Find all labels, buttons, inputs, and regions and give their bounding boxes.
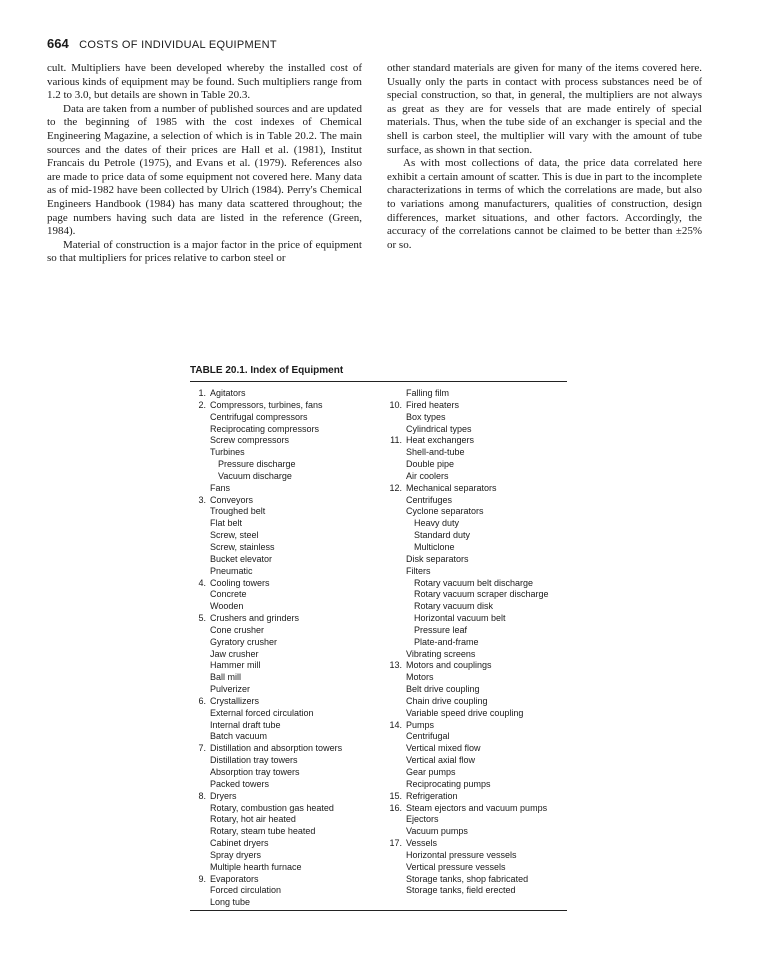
table-row <box>386 767 576 779</box>
table-row <box>190 862 380 874</box>
item-text: Gear pumps <box>406 767 456 777</box>
table-row <box>190 743 380 755</box>
table-row <box>386 885 576 897</box>
table-row <box>190 554 380 566</box>
item-text: Steam ejectors and vacuum pumps <box>406 802 548 813</box>
paragraph: Material of construction is a major factor in the price of equipment so that multipliers for prices relative to carbon steel or <box>47 238 362 265</box>
page-header <box>47 35 277 53</box>
item-text: Vertical axial flow <box>406 755 476 766</box>
item-text: Dryers <box>210 790 237 801</box>
item-text: Cooling towers <box>210 577 270 588</box>
item-number: 11. <box>390 435 402 446</box>
table-row <box>386 708 576 720</box>
item-text: Horizontal pressure vessels <box>406 849 517 860</box>
item-text: Wooden <box>210 601 244 612</box>
table-row <box>190 566 380 578</box>
table-row <box>386 554 576 566</box>
item-text: Fired heaters <box>406 399 460 410</box>
table-row <box>386 625 576 637</box>
table-row <box>386 412 576 424</box>
table-row <box>190 625 380 637</box>
item-text: Conveyors <box>210 494 254 505</box>
item-number: 13. <box>389 660 402 671</box>
table-row <box>190 495 380 507</box>
item-text: Rotary, hot air heated <box>210 814 296 825</box>
item-text: Air coolers <box>406 470 449 481</box>
table-row <box>190 684 380 696</box>
item-text: Absorption tray towers <box>210 767 300 777</box>
item-text: Falling film <box>406 388 450 398</box>
table-row <box>386 814 576 826</box>
table-row <box>386 506 576 518</box>
table-row <box>190 412 380 424</box>
table-row <box>190 530 380 542</box>
item-text: Reciprocating compressors <box>210 423 320 434</box>
item-text: External forced circulation <box>210 707 314 718</box>
table-row <box>386 826 576 838</box>
item-text: Cone crusher <box>210 624 265 635</box>
item-text: Belt drive coupling <box>406 684 480 695</box>
item-text: Rotary, steam tube heated <box>210 826 316 837</box>
table-row <box>386 850 576 862</box>
table-row <box>190 483 380 495</box>
item-text: Turbines <box>210 447 245 458</box>
item-text: Crushers and grinders <box>210 613 300 624</box>
item-text: Filters <box>406 565 431 576</box>
running-head: COSTS OF INDIVIDUAL EQUIPMENT <box>79 39 277 51</box>
table-row <box>386 649 576 661</box>
item-text: Heavy duty <box>414 518 460 529</box>
table-row <box>190 720 380 732</box>
item-text: Ball mill <box>210 672 242 683</box>
item-text: Batch vacuum <box>210 731 268 742</box>
table-right-column <box>386 388 576 897</box>
table-row <box>386 447 576 459</box>
table-bottom-rule <box>190 910 567 911</box>
item-number: 16. <box>389 802 402 813</box>
item-text: Standard duty <box>414 530 471 541</box>
table-row <box>386 613 576 625</box>
table-row <box>386 779 576 791</box>
item-number: 8. <box>198 790 206 801</box>
table-title: TABLE 20.1. Index of Equipment <box>190 365 344 376</box>
table-row <box>386 838 576 850</box>
item-text: Heat exchangers <box>406 435 475 446</box>
page-number: 664 <box>47 36 69 51</box>
item-text: Vacuum pumps <box>406 826 468 837</box>
table-row <box>190 424 380 436</box>
item-number: 17. <box>389 838 402 849</box>
item-text: Vessels <box>406 838 438 849</box>
item-number: 2. <box>198 399 206 410</box>
item-text: Refrigeration <box>406 790 458 801</box>
table-row <box>190 506 380 518</box>
item-text: Screw compressors <box>210 435 290 446</box>
table-row <box>190 542 380 554</box>
table-row <box>190 447 380 459</box>
right-text-column <box>387 62 702 252</box>
item-text: Pressure discharge <box>218 459 296 470</box>
table-row <box>386 400 576 412</box>
item-text: Shell-and-tube <box>406 447 465 458</box>
item-text: Distillation tray towers <box>210 755 298 766</box>
item-text: Variable speed drive coupling <box>406 707 524 718</box>
item-text: Storage tanks, field erected <box>406 885 516 896</box>
table-row <box>386 388 576 400</box>
table-row <box>190 814 380 826</box>
item-text: Gyratory crusher <box>210 636 278 647</box>
item-text: Rotary vacuum belt discharge <box>414 577 534 588</box>
table-row <box>190 897 380 909</box>
item-text: Cyclone separators <box>406 506 484 517</box>
item-text: Multiple hearth furnace <box>210 861 302 872</box>
table-row <box>190 601 380 613</box>
item-text: Crystallizers <box>210 695 260 706</box>
item-text: Rotary vacuum scraper discharge <box>414 589 549 600</box>
item-text: Reciprocating pumps <box>406 778 491 789</box>
table-row <box>190 850 380 862</box>
item-number: 4. <box>198 577 206 588</box>
table-row <box>190 791 380 803</box>
table-row <box>386 720 576 732</box>
item-text: Pneumatic <box>210 565 253 576</box>
paragraph: other standard materials are given for many of the items covered here. Usually only the parts in contact with process substances need be of special construction, so that, in general, the multipliers are not always as great as they are for vessels that are made entirely of special materials. Thus, when the tube side of an exchanger is special and the shell is carbon steel, the multiplier will vary with the amount of tube surface, as shown in that section. <box>387 62 702 156</box>
table-row <box>190 518 380 530</box>
table-row <box>190 767 380 779</box>
item-text: Fans <box>210 482 231 493</box>
table-row <box>386 684 576 696</box>
table-row <box>190 672 380 684</box>
table-row <box>386 530 576 542</box>
table-row <box>386 862 576 874</box>
table-top-rule <box>190 381 567 382</box>
item-text: Motors and couplings <box>406 660 492 671</box>
item-text: Distillation and absorption towers <box>210 743 343 754</box>
item-text: Vacuum discharge <box>218 470 292 481</box>
item-text: Rotary, combustion gas heated <box>210 802 334 813</box>
item-text: Horizontal vacuum belt <box>414 613 506 624</box>
table-row <box>190 731 380 743</box>
table-row <box>190 613 380 625</box>
item-text: Agitators <box>210 388 246 398</box>
item-text: Internal draft tube <box>210 719 281 730</box>
item-text: Spray dryers <box>210 849 262 860</box>
table-row <box>386 731 576 743</box>
table-row <box>386 483 576 495</box>
table-row <box>386 696 576 708</box>
table-row <box>190 803 380 815</box>
item-text: Centrifugal <box>406 731 450 742</box>
table-row <box>386 459 576 471</box>
paragraph: Data are taken from a number of published sources and are updated to the beginning of 1985 with the cost indexes of Chemical Engineering Magazine, a selection of which is in Table 20.2. The main sources and the dates of their prices are Hall et al. (1981), Institut Francais du Petrole (1975), and Evans et al. (1979). References also are made to price data of some equipment not covered here. Many data as of mid-1982 have been collected by Ulrich (1984). Perry's Chemical Engineers Handbook (1984) has many data scattered throughout; the page numbers having such data are listed in the reference (Green, 1984). <box>47 102 362 238</box>
table-row <box>190 755 380 767</box>
item-text: Double pipe <box>406 459 455 470</box>
item-text: Mechanical separators <box>406 482 497 493</box>
item-text: Centrifuges <box>406 494 453 505</box>
item-text: Box types <box>406 411 446 422</box>
item-text: Concrete <box>210 589 247 600</box>
left-text-column <box>47 62 362 266</box>
table-row <box>386 495 576 507</box>
table-row <box>386 660 576 672</box>
item-text: Forced circulation <box>210 885 282 896</box>
item-text: Cabinet dryers <box>210 838 269 849</box>
item-text: Storage tanks, shop fabricated <box>406 873 529 884</box>
table-row <box>190 696 380 708</box>
table-row <box>190 708 380 720</box>
item-text: Compressors, turbines, fans <box>210 399 323 410</box>
table-row <box>190 649 380 661</box>
item-text: Plate-and-frame <box>414 636 479 647</box>
item-text: Evaporators <box>210 873 259 884</box>
table-row <box>386 518 576 530</box>
table-row <box>386 424 576 436</box>
item-number: 14. <box>389 719 402 730</box>
paragraph: cult. Multipliers have been developed whereby the installed cost of various kinds of equipment may be found. Such multipliers range from 1.2 to 3.0, but details are shown in Table 20.3. <box>47 62 362 102</box>
item-number: 12. <box>389 482 402 493</box>
item-text: Vibrating screens <box>406 648 476 659</box>
table-row <box>190 400 380 412</box>
item-number: 5. <box>198 613 206 624</box>
table-row <box>190 471 380 483</box>
item-text: Rotary vacuum disk <box>414 601 494 612</box>
item-text: Jaw crusher <box>210 648 259 659</box>
table-row <box>190 885 380 897</box>
table-row <box>386 743 576 755</box>
item-text: Centrifugal compressors <box>210 411 308 422</box>
table-row <box>386 791 576 803</box>
item-text: Flat belt <box>210 518 243 529</box>
table-row <box>190 589 380 601</box>
table-row <box>386 637 576 649</box>
table-row <box>386 589 576 601</box>
table-row <box>386 755 576 767</box>
item-text: Screw, stainless <box>210 541 275 552</box>
item-text: Vertical mixed flow <box>406 743 481 754</box>
item-number: 15. <box>389 790 402 801</box>
item-text: Motors <box>406 672 434 683</box>
item-text: Cylindrical types <box>406 423 472 434</box>
table-row <box>386 672 576 684</box>
table-row <box>386 578 576 590</box>
item-text: Troughed belt <box>210 506 266 517</box>
item-text: Ejectors <box>406 814 439 825</box>
table-row <box>386 874 576 886</box>
item-number: 10. <box>389 399 402 410</box>
table-row <box>190 388 380 400</box>
item-text: Pulverizer <box>210 684 251 695</box>
table-row <box>386 435 576 447</box>
table-row <box>386 471 576 483</box>
table-row <box>190 578 380 590</box>
table-row <box>190 435 380 447</box>
item-text: Pumps <box>406 719 435 730</box>
item-text: Multiclone <box>414 541 455 552</box>
table-row <box>190 779 380 791</box>
item-text: Vertical pressure vessels <box>406 861 506 872</box>
table-row <box>386 542 576 554</box>
table-row <box>190 459 380 471</box>
table-row <box>190 874 380 886</box>
table-row <box>190 637 380 649</box>
item-text: Hammer mill <box>210 660 261 671</box>
item-number: 3. <box>198 494 206 505</box>
item-text: Pressure leaf <box>414 624 468 635</box>
item-number: 7. <box>198 743 206 754</box>
item-text: Chain drive coupling <box>406 695 488 706</box>
table-left-column <box>190 388 380 909</box>
item-text: Long tube <box>210 897 251 908</box>
table-row <box>190 838 380 850</box>
table-row <box>190 826 380 838</box>
item-number: 9. <box>198 873 206 884</box>
table-row <box>386 803 576 815</box>
item-number: 1. <box>198 388 206 398</box>
table-row <box>190 660 380 672</box>
item-text: Bucket elevator <box>210 553 273 564</box>
item-text: Packed towers <box>210 778 270 789</box>
item-number: 6. <box>198 695 206 706</box>
table-row <box>386 601 576 613</box>
table-row <box>386 566 576 578</box>
paragraph: As with most collections of data, the price data correlated here exhibit a certain amount of scatter. This is due in part to the incomplete characterizations in terms of which the correlations are made, but also to variations among manufacturers, qualities of construction, design differences, market situations, and other factors. Accordingly, the accuracy of the correlations cannot be claimed to be better than ±25% or so. <box>387 157 702 251</box>
item-text: Disk separators <box>406 553 469 564</box>
item-text: Screw, steel <box>210 530 259 541</box>
